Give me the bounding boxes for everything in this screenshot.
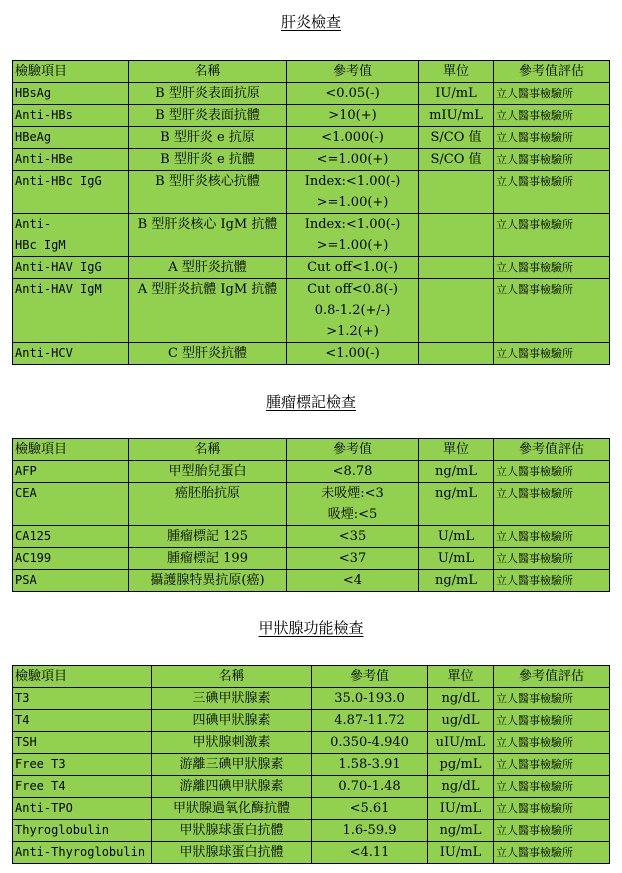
reference-cell-line: 未吸煙:<3 (321, 486, 384, 501)
name-cell-line: 腫瘤標記 199 (167, 551, 248, 566)
name-cell-line: 游離三碘甲狀腺素 (179, 757, 284, 772)
name-cell-line: 癌胚胎抗原 (174, 486, 240, 501)
reference-cell-line: 0.70-1.48 (338, 779, 401, 794)
name-cell (152, 820, 312, 842)
header-unit: 單位 (419, 439, 494, 461)
evaluation-cell: 立人醫事檢驗所 (494, 105, 610, 127)
item-cell (13, 105, 129, 127)
item-cell-line: Free T3 (15, 757, 66, 771)
reference-cell-line: 0.8-1.2(+/-) (314, 303, 391, 318)
table-row (13, 820, 610, 842)
item-cell-line: HBeAg (15, 130, 52, 144)
thyroid-table (12, 665, 610, 864)
unit-cell: pg/mL (428, 754, 494, 776)
hepatitis-table (12, 60, 610, 365)
table-row (13, 214, 610, 257)
unit-cell: ng/mL (419, 461, 494, 483)
item-cell-line: Anti-HBc IgG (15, 174, 102, 188)
header-name: 名稱 (152, 666, 312, 688)
evaluation-cell: 立人醫事檢驗所 (494, 483, 610, 526)
name-cell (152, 688, 312, 710)
reference-cell-line: >1.2(+) (326, 324, 379, 339)
name-cell-line: 三碘甲狀腺素 (192, 691, 271, 706)
name-cell-line: 四碘甲狀腺素 (192, 713, 271, 728)
item-cell-line: Free T4 (15, 779, 66, 793)
item-cell (13, 526, 129, 548)
reference-cell-line: 1.6-59.9 (342, 823, 397, 838)
table-row (13, 83, 610, 105)
unit-cell: S/CO 值 (419, 127, 494, 149)
evaluation-cell: 立人醫事檢驗所 (494, 820, 610, 842)
reference-cell-line: Cut off<0.8(-) (307, 282, 398, 297)
unit-cell: IU/mL (428, 842, 494, 864)
item-cell-line: Anti-HAV IgG (15, 260, 102, 274)
evaluation-cell: 立人醫事檢驗所 (494, 710, 610, 732)
reference-cell (287, 83, 419, 105)
header-evaluation: 參考值評估 (494, 61, 610, 83)
name-cell (129, 171, 287, 214)
reference-cell (287, 570, 419, 592)
reference-cell-line: Index:<1.00(-) (304, 217, 401, 232)
item-cell (13, 776, 152, 798)
reference-cell (287, 149, 419, 171)
reference-cell-line: <5.61 (349, 801, 390, 816)
table-row (13, 688, 610, 710)
item-cell-line: HBc IgM (15, 238, 66, 252)
evaluation-cell: 立人醫事檢驗所 (494, 732, 610, 754)
unit-cell: mIU/mL (419, 105, 494, 127)
reference-cell-line: 0.350-4.940 (330, 735, 409, 750)
item-cell (13, 343, 129, 365)
item-cell (13, 842, 152, 864)
reference-cell-line: <8.78 (332, 464, 373, 479)
name-cell (152, 798, 312, 820)
header-item: 檢驗項目 (13, 666, 152, 688)
item-cell (13, 257, 129, 279)
reference-cell (312, 776, 428, 798)
header-reference: 參考值 (287, 439, 419, 461)
table-header-row (13, 439, 610, 461)
unit-cell: uIU/mL (428, 732, 494, 754)
unit-cell (419, 257, 494, 279)
item-cell (13, 732, 152, 754)
reference-cell-line: 35.0-193.0 (334, 691, 405, 706)
table-row (13, 257, 610, 279)
name-cell-line: 甲狀腺球蛋白抗體 (179, 845, 284, 860)
item-cell (13, 710, 152, 732)
reference-cell (287, 526, 419, 548)
reference-cell (312, 820, 428, 842)
evaluation-cell: 立人醫事檢驗所 (494, 149, 610, 171)
unit-cell: ug/dL (428, 710, 494, 732)
header-item: 檢驗項目 (13, 61, 129, 83)
name-cell (129, 83, 287, 105)
name-cell-line: 甲狀腺刺激素 (192, 735, 271, 750)
header-evaluation: 參考值評估 (494, 439, 610, 461)
reference-cell (287, 483, 419, 526)
reference-cell (312, 798, 428, 820)
table-row (13, 149, 610, 171)
item-cell-line: Thyroglobulin (15, 823, 109, 837)
reference-cell-line: <4.11 (349, 845, 390, 860)
unit-cell (419, 343, 494, 365)
reference-cell-line: 1.58-3.91 (338, 757, 401, 772)
table-row (13, 548, 610, 570)
header-reference: 參考值 (287, 61, 419, 83)
reference-cell-line: <=1.00(+) (316, 152, 389, 167)
evaluation-cell: 立人醫事檢驗所 (494, 279, 610, 343)
name-cell-line: A 型肝炎抗體 IgM 抗體 (137, 282, 278, 297)
name-cell (152, 842, 312, 864)
item-cell (13, 570, 129, 592)
unit-cell: U/mL (419, 548, 494, 570)
table-row (13, 127, 610, 149)
item-cell (13, 149, 129, 171)
evaluation-cell: 立人醫事檢驗所 (494, 127, 610, 149)
evaluation-cell: 立人醫事檢驗所 (494, 754, 610, 776)
name-cell (129, 149, 287, 171)
table-row (13, 842, 610, 864)
item-cell (13, 171, 129, 214)
reference-cell-line: <1.000(-) (321, 130, 384, 145)
item-cell-line: Anti-TPO (15, 801, 73, 815)
name-cell (129, 257, 287, 279)
item-cell-line: CA125 (15, 529, 52, 543)
evaluation-cell: 立人醫事檢驗所 (494, 842, 610, 864)
table-row (13, 461, 610, 483)
reference-cell (287, 279, 419, 343)
table-header-row (13, 666, 610, 688)
name-cell-line: 甲狀腺球蛋白抗體 (179, 823, 284, 838)
reference-cell (312, 732, 428, 754)
header-name: 名稱 (129, 439, 287, 461)
item-cell-line: Anti-HAV IgM (15, 282, 102, 296)
reference-cell-line: <4 (342, 573, 363, 588)
name-cell-line: B 型肝炎核心 IgM 抗體 (137, 217, 278, 232)
item-cell (13, 214, 129, 257)
item-cell-line: AC199 (15, 551, 52, 565)
table-row (13, 279, 610, 343)
reference-cell (287, 257, 419, 279)
table-row (13, 754, 610, 776)
item-cell-line: HBsAg (15, 86, 52, 100)
item-cell-line: Anti-HBe (15, 152, 73, 166)
header-unit: 單位 (419, 61, 494, 83)
name-cell (129, 483, 287, 526)
reference-cell-line: >10(+) (328, 108, 377, 123)
name-cell (129, 279, 287, 343)
name-cell (129, 127, 287, 149)
name-cell (129, 343, 287, 365)
unit-cell (419, 214, 494, 257)
header-reference: 參考值 (312, 666, 428, 688)
header-unit: 單位 (428, 666, 494, 688)
header-item: 檢驗項目 (13, 439, 129, 461)
unit-cell: ng/dL (428, 776, 494, 798)
reference-cell (312, 842, 428, 864)
unit-cell: S/CO 值 (419, 149, 494, 171)
reference-cell (287, 548, 419, 570)
item-cell-line: PSA (15, 573, 37, 587)
name-cell-line: B 型肝炎 e 抗原 (160, 130, 255, 145)
reference-cell-line: >=1.00(+) (316, 195, 389, 210)
item-cell (13, 483, 129, 526)
table-row (13, 343, 610, 365)
unit-cell: ng/mL (428, 820, 494, 842)
item-cell (13, 688, 152, 710)
name-cell-line: 游離四碘甲狀腺素 (179, 779, 284, 794)
reference-cell (287, 127, 419, 149)
name-cell (152, 710, 312, 732)
reference-cell-line: 吸煙:<5 (327, 507, 378, 522)
unit-cell: ng/mL (419, 570, 494, 592)
table-header-row (13, 61, 610, 83)
reference-cell-line: <35 (338, 529, 367, 544)
table-row (13, 171, 610, 214)
item-cell (13, 279, 129, 343)
evaluation-cell: 立人醫事檢驗所 (494, 83, 610, 105)
unit-cell (419, 279, 494, 343)
item-cell (13, 548, 129, 570)
item-cell (13, 820, 152, 842)
item-cell-line: CEA (15, 486, 37, 500)
name-cell (129, 570, 287, 592)
name-cell-line: 攝護腺特異抗原(癌) (150, 573, 265, 588)
unit-cell: ng/dL (428, 688, 494, 710)
name-cell (152, 776, 312, 798)
reference-cell (312, 710, 428, 732)
name-cell-line: B 型肝炎表面抗原 (155, 86, 260, 101)
name-cell-line: C 型肝炎抗體 (167, 346, 248, 361)
item-cell (13, 798, 152, 820)
evaluation-cell: 立人醫事檢驗所 (494, 548, 610, 570)
reference-cell-line: Index:<1.00(-) (304, 174, 401, 189)
table-row (13, 526, 610, 548)
item-cell-line: Anti-HCV (15, 346, 73, 360)
reference-cell-line: Cut off<1.0(-) (307, 260, 398, 275)
item-cell-line: TSH (15, 735, 37, 749)
item-cell-line: Anti-Thyroglobulin (15, 845, 146, 859)
section-title-hepatitis: 肝炎檢查 (280, 13, 341, 31)
table-row (13, 798, 610, 820)
item-cell-line: AFP (15, 464, 37, 478)
name-cell (152, 732, 312, 754)
item-cell (13, 83, 129, 105)
section-title-tumor-markers: 腫瘤標記檢查 (265, 393, 356, 411)
reference-cell (287, 343, 419, 365)
name-cell (129, 526, 287, 548)
item-cell (13, 461, 129, 483)
evaluation-cell: 立人醫事檢驗所 (494, 343, 610, 365)
item-cell-line: T4 (15, 713, 30, 727)
name-cell-line: 甲狀腺過氧化酶抗體 (172, 801, 290, 816)
reference-cell (287, 105, 419, 127)
name-cell-line: 甲型胎兒蛋白 (168, 464, 247, 479)
header-evaluation: 參考值評估 (494, 666, 610, 688)
unit-cell: IU/mL (419, 83, 494, 105)
reference-cell-line: <1.00(-) (325, 346, 380, 361)
name-cell-line: 腫瘤標記 125 (167, 529, 248, 544)
item-cell-line: T3 (15, 691, 30, 705)
reference-cell-line: >=1.00(+) (316, 238, 389, 253)
reference-cell-line: 4.87-11.72 (334, 713, 405, 728)
evaluation-cell: 立人醫事檢驗所 (494, 171, 610, 214)
evaluation-cell: 立人醫事檢驗所 (494, 776, 610, 798)
name-cell-line: B 型肝炎 e 抗體 (160, 152, 255, 167)
reference-cell (287, 171, 419, 214)
table-row (13, 483, 610, 526)
item-cell-line: Anti-HBs (15, 108, 73, 122)
reference-cell-line: <0.05(-) (325, 86, 380, 101)
reference-cell-line: <37 (338, 551, 367, 566)
reference-cell (287, 214, 419, 257)
name-cell-line: B 型肝炎核心抗體 (155, 174, 260, 189)
item-cell-line: Anti- (15, 217, 52, 231)
table-row (13, 776, 610, 798)
name-cell (152, 754, 312, 776)
name-cell (129, 548, 287, 570)
evaluation-cell: 立人醫事檢驗所 (494, 526, 610, 548)
reference-cell (312, 688, 428, 710)
unit-cell: IU/mL (428, 798, 494, 820)
reference-cell (312, 754, 428, 776)
evaluation-cell: 立人醫事檢驗所 (494, 798, 610, 820)
name-cell (129, 214, 287, 257)
item-cell (13, 127, 129, 149)
unit-cell: U/mL (419, 526, 494, 548)
name-cell (129, 461, 287, 483)
unit-cell: ng/mL (419, 483, 494, 526)
table-row (13, 710, 610, 732)
name-cell-line: A 型肝炎抗體 (168, 260, 247, 275)
item-cell (13, 754, 152, 776)
evaluation-cell: 立人醫事檢驗所 (494, 461, 610, 483)
table-row (13, 570, 610, 592)
unit-cell (419, 171, 494, 214)
section-title-thyroid: 甲狀腺功能檢查 (258, 619, 364, 637)
table-row (13, 105, 610, 127)
name-cell (129, 105, 287, 127)
header-name: 名稱 (129, 61, 287, 83)
reference-cell (287, 461, 419, 483)
name-cell-line: B 型肝炎表面抗體 (155, 108, 260, 123)
evaluation-cell: 立人醫事檢驗所 (494, 214, 610, 257)
evaluation-cell: 立人醫事檢驗所 (494, 688, 610, 710)
evaluation-cell: 立人醫事檢驗所 (494, 257, 610, 279)
table-row (13, 732, 610, 754)
evaluation-cell: 立人醫事檢驗所 (494, 570, 610, 592)
tumor-markers-table (12, 438, 610, 592)
